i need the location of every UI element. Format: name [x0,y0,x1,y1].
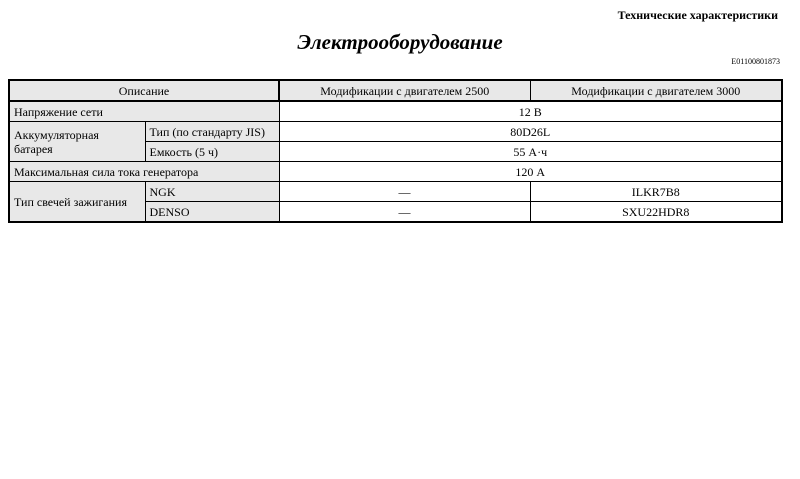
generator-label: Максимальная сила тока генератора [9,162,279,182]
generator-value: 120 А [279,162,782,182]
battery-type-label: Тип (по стандарту JIS) [145,122,279,142]
table-row-battery-type [9,122,782,142]
table-row-voltage [9,101,782,122]
table-row-spark-ngk [9,182,782,202]
battery-capacity-label: Емкость (5 ч) [145,142,279,162]
voltage-label: Напряжение сети [9,101,279,122]
spark-ngk-3000: ILKR7B8 [530,182,782,202]
battery-capacity-value: 55 А·ч [279,142,782,162]
spark-ngk-label: NGK [145,182,279,202]
battery-type-value: 80D26L [279,122,782,142]
spark-denso-label: DENSO [145,202,279,223]
table-row-generator [9,162,782,182]
spark-denso-3000: SXU22HDR8 [530,202,782,223]
column-header-mod-3000: Модификации с двигателем 3000 [530,80,782,101]
voltage-value: 12 В [279,101,782,122]
electrical-spec-table [8,79,783,223]
column-header-mod-2500: Модификации с двигателем 2500 [279,80,530,101]
table-header-row [9,80,782,101]
spark-denso-2500: — [279,202,530,223]
column-header-description: Описание [9,80,279,101]
page-title: Электрооборудование [297,30,503,54]
spark-plugs-label: Тип свечей зажигания [9,182,145,223]
document-code: E01100801873 [731,57,780,66]
battery-label: Аккумуляторная батарея [9,122,145,162]
section-title: Технические характеристики [617,8,778,22]
spark-ngk-2500: — [279,182,530,202]
